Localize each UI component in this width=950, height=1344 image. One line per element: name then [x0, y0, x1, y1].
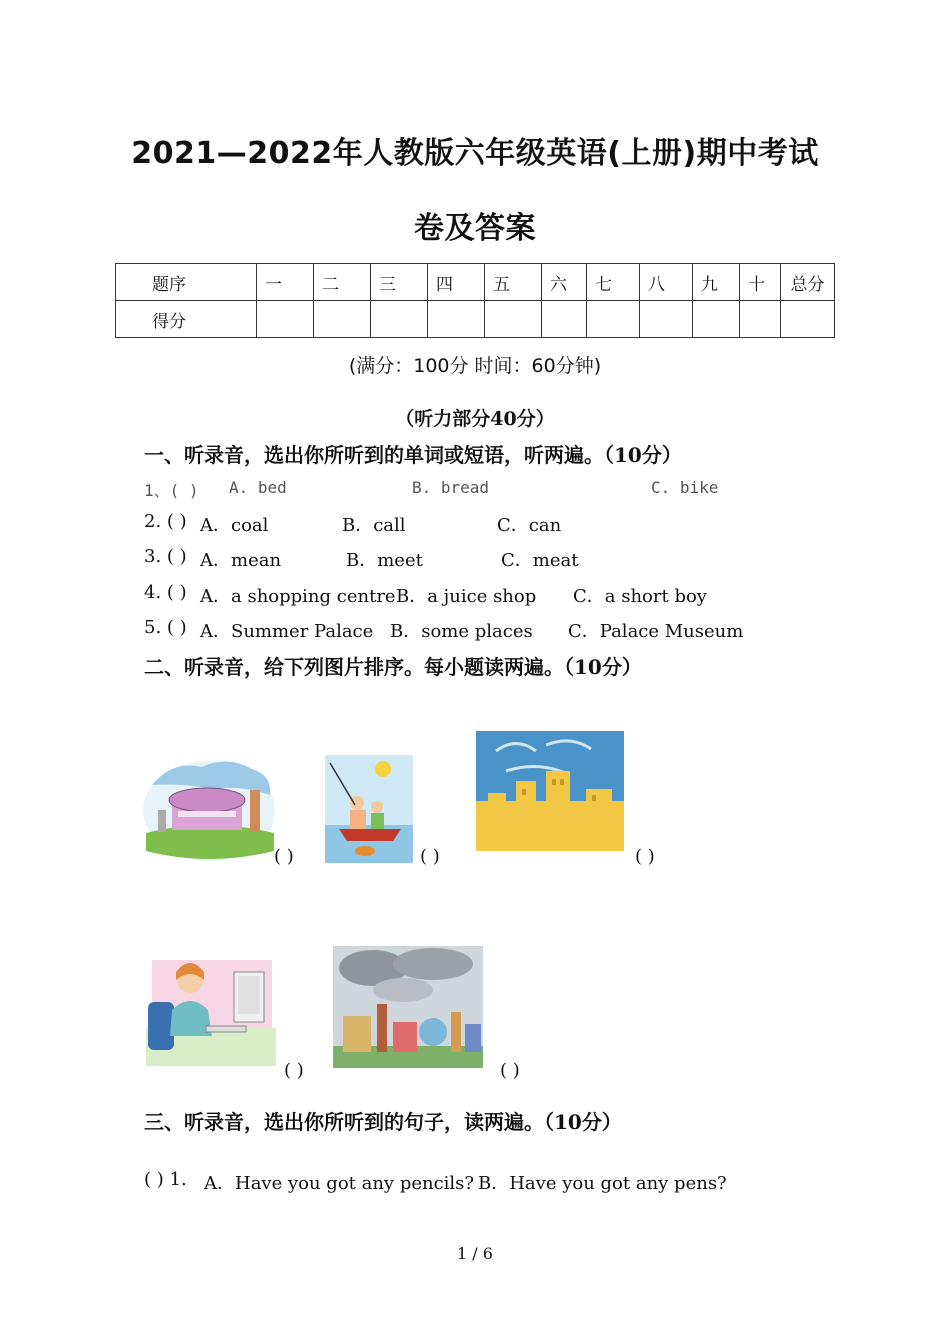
question-1: [144, 478, 844, 500]
question-2: [144, 511, 844, 535]
score-table-header: 总分: [781, 264, 835, 301]
option-b[interactable]: B．meet: [346, 550, 423, 571]
question-number: 3. ( ): [144, 546, 187, 567]
score-cell[interactable]: [587, 301, 640, 338]
score-table-header: 三: [371, 264, 428, 301]
question-4: [144, 582, 844, 606]
question-number: 1、( ): [144, 481, 199, 500]
score-table-header: 七: [587, 264, 640, 301]
score-table-score-row: [116, 301, 835, 338]
page-number: 1 / 6: [457, 1244, 493, 1263]
section1-title: 一、听录音，选出你所听到的单词或短语，听两遍。（10分）: [144, 443, 682, 467]
polluted-factory-picture: [333, 946, 483, 1068]
score-table-header: 四: [428, 264, 485, 301]
option-b[interactable]: B．some places: [390, 621, 533, 642]
option-c[interactable]: C．meat: [501, 550, 579, 571]
score-table-header: 二: [314, 264, 371, 301]
computer-woman-picture: [146, 950, 276, 1066]
fishing-picture: [325, 755, 413, 863]
score-cell[interactable]: [693, 301, 740, 338]
option-c[interactable]: C．a short boy: [573, 586, 707, 607]
question-3: [144, 546, 844, 570]
question-number: 2. ( ): [144, 511, 187, 532]
section3-title: 三、听录音，选出你所听到的句子，读两遍。（10分）: [144, 1110, 622, 1134]
score-cell[interactable]: [371, 301, 428, 338]
option-b[interactable]: B．call: [342, 515, 406, 536]
option-a[interactable]: A．a shopping centre: [200, 586, 396, 607]
answer-paren-2[interactable]: ( ): [420, 846, 440, 867]
score-cell[interactable]: [740, 301, 781, 338]
option-a[interactable]: A．mean: [200, 550, 282, 571]
option-b[interactable]: B．Have you got any pens?: [478, 1173, 727, 1194]
score-table-header: 八: [640, 264, 693, 301]
score-table-header: 五: [485, 264, 542, 301]
score-table-header: 十: [740, 264, 781, 301]
question-5: [144, 617, 844, 641]
score-table-header: 六: [542, 264, 587, 301]
score-table-header: 一: [257, 264, 314, 301]
option-c[interactable]: C. bike: [651, 478, 719, 497]
option-b[interactable]: B. bread: [412, 478, 490, 497]
exam-note: (满分：100分 时间：60分钟): [348, 355, 602, 377]
option-a[interactable]: A．Summer Palace: [200, 621, 374, 642]
option-a[interactable]: A．Have you got any pencils?: [204, 1173, 475, 1194]
score-cell[interactable]: [542, 301, 587, 338]
score-cell[interactable]: [257, 301, 314, 338]
option-a[interactable]: A. bed: [229, 478, 287, 497]
answer-paren-5[interactable]: ( ): [500, 1060, 520, 1081]
section2-title: 二、听录音，给下列图片排序。每小题读两遍。（10分）: [144, 655, 642, 679]
score-table-header-row: [116, 264, 835, 301]
windy-city-picture: [476, 731, 624, 851]
answer-paren-4[interactable]: ( ): [284, 1060, 304, 1081]
question-number: 5. ( ): [144, 617, 187, 638]
score-cell[interactable]: [781, 301, 835, 338]
question-number: ( ) 1.: [144, 1169, 187, 1190]
score-cell[interactable]: [640, 301, 693, 338]
stadium-picture: [142, 755, 277, 863]
answer-paren-3[interactable]: ( ): [635, 846, 655, 867]
score-table-header: 题序: [116, 264, 257, 301]
section3-question-1: [144, 1169, 844, 1193]
listening-header: （听力部分40分）: [395, 408, 555, 430]
score-cell[interactable]: [428, 301, 485, 338]
question-number: 4. ( ): [144, 582, 187, 603]
option-b[interactable]: B．a juice shop: [396, 586, 537, 607]
score-row-label: 得分: [116, 301, 257, 338]
score-cell[interactable]: [485, 301, 542, 338]
score-table: [115, 263, 835, 338]
answer-paren-1[interactable]: ( ): [274, 846, 294, 867]
document-title-line1: 2021—2022年人教版六年级英语(上册)期中考试: [131, 136, 819, 171]
document-title-line2: 卷及答案: [414, 211, 536, 246]
option-c[interactable]: C．Palace Museum: [568, 621, 744, 642]
score-table-header: 九: [693, 264, 740, 301]
score-cell[interactable]: [314, 301, 371, 338]
option-c[interactable]: C．can: [497, 515, 562, 536]
option-a[interactable]: A．coal: [200, 515, 269, 536]
